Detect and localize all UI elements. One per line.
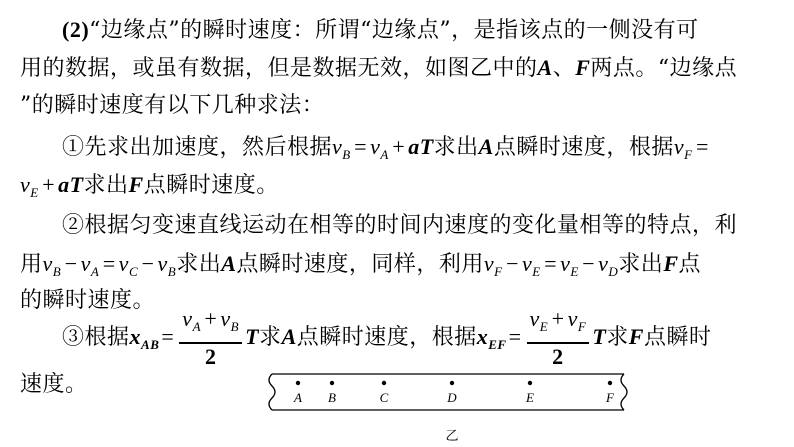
para1-line2: 用的数据，或虽有数据，但是数据无效，如图乙中的A、F两点。“边缘点 xyxy=(20,55,738,81)
method3-marker: ③ xyxy=(62,325,85,350)
fraction-vA-plus-vB-over-2: $\frac{v_A+v_B}{2}$ xyxy=(179,306,242,370)
method2-marker: ② xyxy=(62,213,85,238)
para1-line1: (2)“边缘点”的瞬时速度：所谓“边缘点”，是指该点的一侧没有可 xyxy=(62,17,699,43)
figure-caption: 乙 xyxy=(445,428,459,443)
tape-left-wavy-edge xyxy=(269,374,275,410)
tape-point-B xyxy=(330,381,334,385)
para1-line3: ”的瞬时速度有以下几种求法： xyxy=(20,93,325,118)
figure-paper-tape xyxy=(262,364,642,444)
tape-point-label-E: E xyxy=(526,390,534,405)
tape-point-D xyxy=(450,381,454,385)
formula-vB-minus-vA-eq-vC-minus-vB: $v_B-v_A=v_C-v_B$ xyxy=(42,251,177,279)
method1-line1: ①先求出加速度，然后根据$v_B=v_A+aT$求出A点瞬时速度，根据$v_F=$ xyxy=(62,134,710,162)
formula-vF-eq: $v_F=$ xyxy=(673,134,710,162)
tape-point-label-A: A xyxy=(294,390,302,405)
tape-point-C xyxy=(382,381,386,385)
method3-line2: 速度。 xyxy=(20,372,88,397)
tape-point-label-B: B xyxy=(328,390,336,405)
symbol-xAB: $x_{AB}$ xyxy=(129,324,160,352)
method2-line3: 的瞬时速度。 xyxy=(20,288,156,313)
symbol-xEF: $x_{EF}$ xyxy=(476,324,507,352)
method1-marker: ① xyxy=(62,135,85,160)
tape-point-label-C: C xyxy=(379,390,389,405)
tape-point-label-F: F xyxy=(606,390,614,405)
tape-point-F xyxy=(608,381,612,385)
tape-point-A xyxy=(296,381,300,385)
method1-line2: $v_E+aT$求出F点瞬时速度。 xyxy=(20,172,279,200)
fraction-vE-plus-vF-over-2: $\frac{v_E+v_F}{2}$ xyxy=(527,306,590,370)
tape-point-label-D: D xyxy=(447,390,457,405)
method3-line1: ③根据$x_{AB}=$ $\frac{v_A+v_B}{2}$ T求A点瞬时速度，根据$x_{EF}=$ $\frac{v_E+v_F}{2}$ T求F点瞬时 xyxy=(62,306,712,369)
formula-vF-minus-vE-eq-vE-minus-vD: $v_F-v_E=v_E-v_D$ xyxy=(483,251,619,279)
method2-line2: 用$v_B-v_A=v_C-v_B$求出A点瞬时速度，同样，利用$v_F-v_E=v_E-v_D$求出F点 xyxy=(20,251,702,279)
method2-line1: ②根据匀变速直线运动在相等的时间内速度的变化量相等的特点，利 xyxy=(62,213,738,238)
formula-vE-plus-aT: $v_E+aT$ xyxy=(20,172,84,200)
tape-right-wavy-edge xyxy=(621,374,627,410)
tape-point-E xyxy=(528,381,532,385)
formula-vB-eq-vA-plus-aT: $v_B=v_A+aT$ xyxy=(332,134,434,162)
section-number: (2) xyxy=(62,17,90,42)
